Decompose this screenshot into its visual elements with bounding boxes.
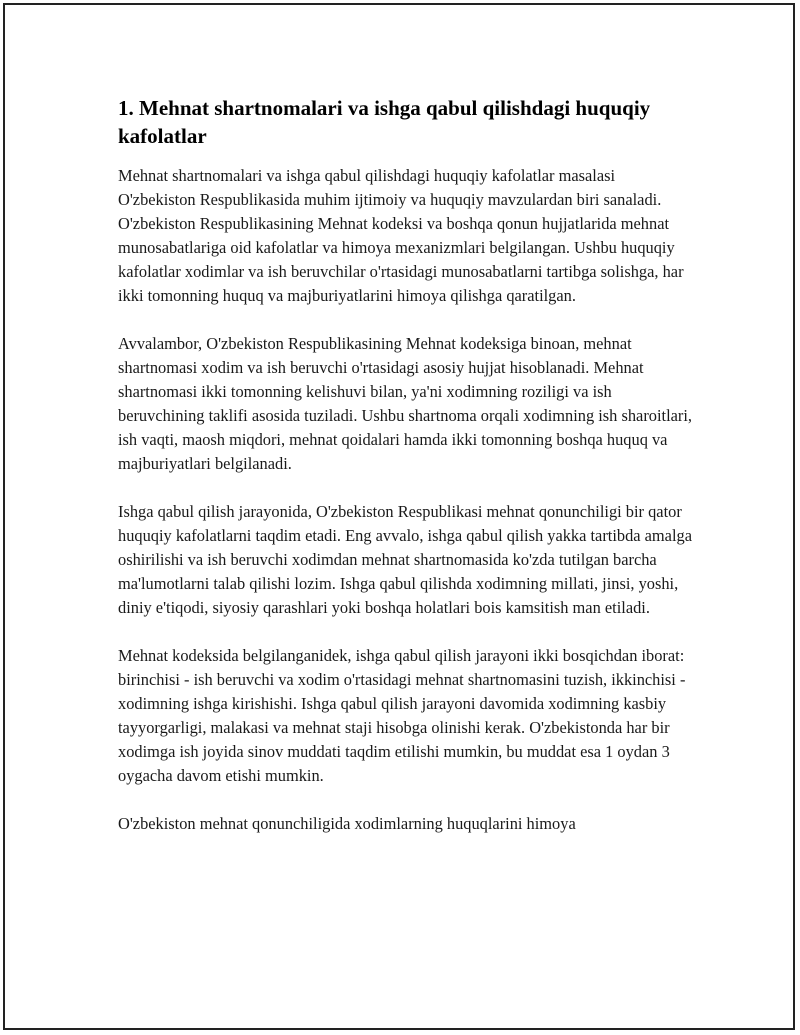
paragraph: O'zbekiston mehnat qonunchiligida xodimlarning huquqlarini himoya bbox=[118, 814, 576, 833]
paragraph: Ishga qabul qilish jarayonida, O'zbekiston Respublikasi mehnat qonunchiligi bir qator huquqiy kafolatlarni taqdim etadi. Eng avvalo, ishga qabul qilish yakka tartibda amalga oshirilishi va ish beruvchi xodimdan mehnat shartnomasida ko'zda tutilgan barcha ma'lumotlarni talab qilishi lozim. Ishga qabul qilishda xodimning millati, jinsi, yoshi, diniy e'tiqodi, siyosiy qarashlari yoki boshqa holatlari bois kamsitish man etiladi. bbox=[118, 502, 692, 617]
document-body bbox=[118, 94, 693, 860]
paragraph: Mehnat shartnomalari va ishga qabul qilishdagi huquqiy kafolatlar masalasi O'zbekiston Respublikasida muhim ijtimoiy va huquqiy mavzulardan biri sanaladi. O'zbekiston Respublikasining Mehnat kodeksi va boshqa qonun hujjatlarida mehnat munosabatlariga oid kafolatlar va himoya mexanizmlari belgilangan. Ushbu huquqiy kafolatlar xodimlar va ish beruvchilar o'rtasidagi munosabatlarni tartibga solishga, har ikki tomonning huquq va majburiyatlarini himoya qilishga qaratilgan. bbox=[118, 166, 684, 305]
section-heading: 1. Mehnat shartnomalari va ishga qabul qilishdagi huquqiy kafolatlar bbox=[118, 96, 651, 148]
paragraph: Mehnat kodeksida belgilanganidek, ishga qabul qilish jarayoni ikki bosqichdan iborat: birinchisi - ish beruvchi va xodim o'rtasidagi mehnat shartnomasini tuzish, ikkinchisi - xodimning ishga kirishishi. Ishga qabul qilish jarayoni davomida xodimning kasbiy tayyorgarligi, malakasi va mehnat staji hisobga olinishi kerak. O'zbekistonda har bir xodimga ish joyida sinov muddati taqdim etilishi mumkin, bu muddat esa 1 oydan 3 oygacha davom etishi mumkin. bbox=[118, 646, 686, 785]
paragraph: Avvalambor, O'zbekiston Respublikasining Mehnat kodeksiga binoan, mehnat shartnomasi xodim va ish beruvchi o'rtasidagi asosiy hujjat hisoblanadi. Mehnat shartnomasi ikki tomonning kelishuvi bilan, ya'ni xodimning roziligi va ish beruvchining taklifi asosida tuziladi. Ushbu shartnoma orqali xodimning ish sharoitlari, ish vaqti, maosh miqdori, mehnat qoidalari hamda ikki tomonning boshqa huquq va majburiyatlari belgilanadi. bbox=[118, 334, 693, 473]
